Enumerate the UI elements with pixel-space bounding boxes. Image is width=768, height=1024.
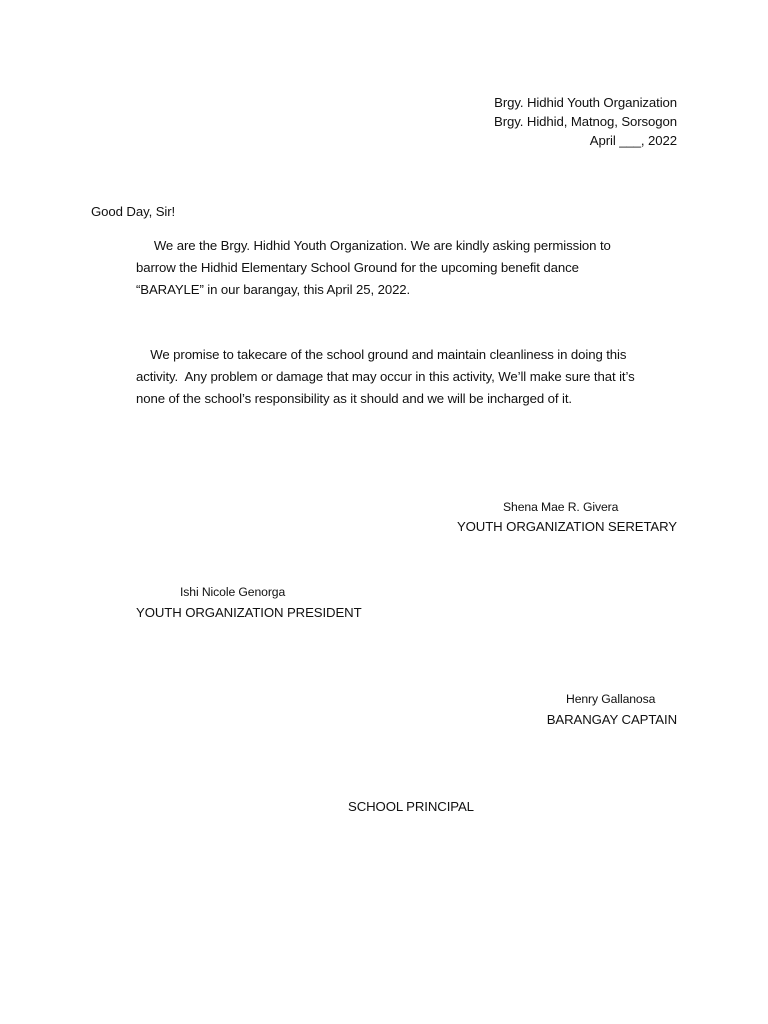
president-name: Ishi Nicole Genorga xyxy=(180,585,286,599)
header-org-name: Brgy. Hidhid Youth Organization xyxy=(494,95,677,110)
president-title: YOUTH ORGANIZATION PRESIDENT xyxy=(136,605,362,620)
paragraph-1-line-2: barrow the Hidhid Elementary School Ground for the upcoming benefit dance xyxy=(136,260,579,275)
secretary-title: YOUTH ORGANIZATION SERETARY xyxy=(456,519,677,534)
body-paragraph-1 xyxy=(136,235,681,301)
paragraph-2-line-2: activity. Any problem or damage that may occur in this activity, We’ll make sure that it’s xyxy=(136,369,635,384)
captain-name: Henry Gallanosa xyxy=(566,692,656,706)
captain-title: BARANGAY CAPTAIN xyxy=(546,712,677,727)
secretary-name: Shena Mae R. Givera xyxy=(503,500,619,514)
paragraph-2-line-3: none of the school’s responsibility as it should and we will be incharged of it. xyxy=(136,391,572,406)
principal-title: SCHOOL PRINCIPAL xyxy=(348,799,474,814)
header-date: April ___, 2022 xyxy=(589,133,677,148)
header-address: Brgy. Hidhid, Matnog, Sorsogon xyxy=(494,114,677,129)
body-paragraph-2 xyxy=(136,344,681,410)
paragraph-2-line-1: We promise to takecare of the school ground and maintain cleanliness in doing this xyxy=(136,347,627,362)
paragraph-1-line-1: We are the Brgy. Hidhid Youth Organization. We are kindly asking permission to xyxy=(136,238,611,253)
salutation: Good Day, Sir! xyxy=(91,204,176,219)
paragraph-1-line-3: “BARAYLE” in our barangay, this April 25, 2022. xyxy=(136,282,411,297)
